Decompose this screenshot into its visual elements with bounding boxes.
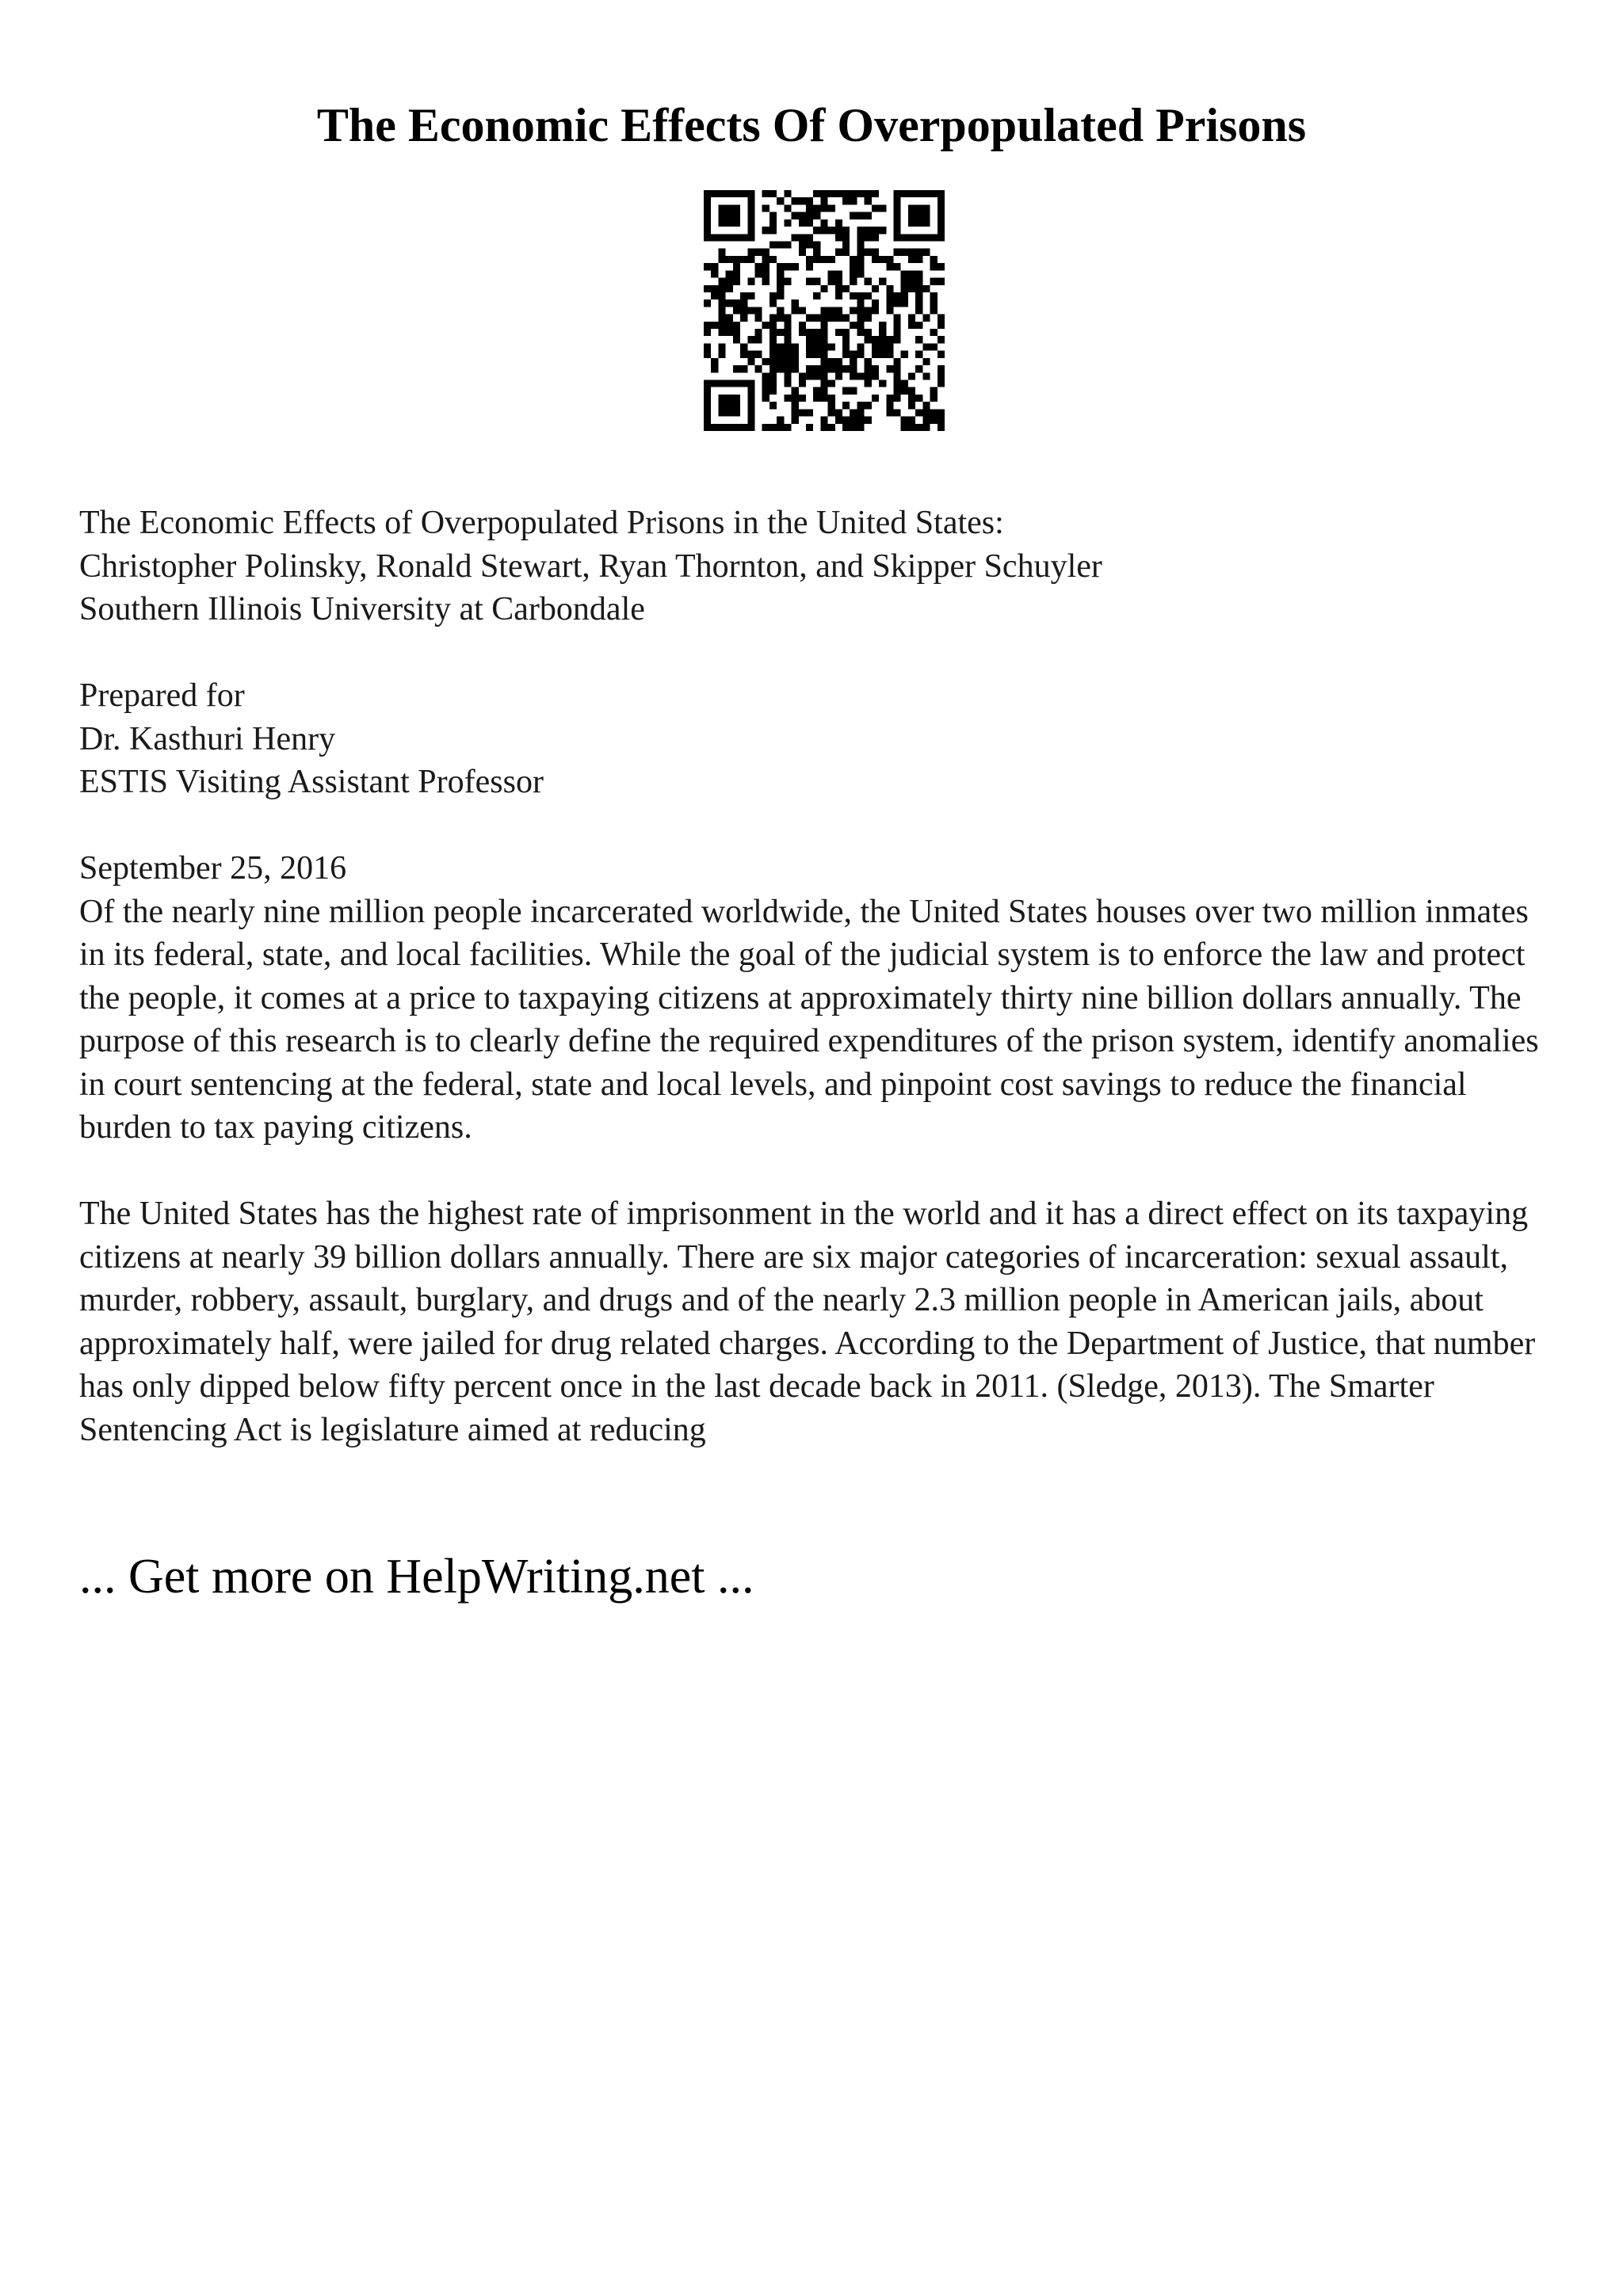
prepared-for-role: ESTIS Visiting Assistant Professor xyxy=(79,764,544,800)
get-more-link[interactable]: ... Get more on HelpWriting.net ... xyxy=(79,1550,754,1604)
prepared-for-label: Prepared for xyxy=(79,677,245,714)
prepared-for-name: Dr. Kasthuri Henry xyxy=(79,720,336,757)
qr-code xyxy=(704,190,945,431)
document-title: The Economic Effects Of Overpopulated Prisons xyxy=(316,99,1307,151)
header-line-authors: Christopher Polinsky, Ronald Stewart, Ryan Thornton, and Skipper Schuyler xyxy=(79,547,1102,585)
body-paragraph-2: The United States has the highest rate of imprisonment in the world and it has a direct effect on its taxpaying citizens at nearly 39 billion dollars annually. There are six major categories of incarceration: sexual assault, murder, robbery, assault, burglary, and drugs and of the nearly 2.3 million people in American jails, about approximately half, were jailed for drug related charges. According to the Department of Justice, that number has only dipped below fifty percent once in the last decade back in 2011. (Sledge, 2013). The Smarter Sentencing Act is legislature aimed at reducing xyxy=(79,1196,1536,1448)
header-line-title: The Economic Effects of Overpopulated Prisons in the United States: xyxy=(79,505,1004,541)
header-line-institution: Southern Illinois University at Carbondale xyxy=(79,591,645,627)
document-body xyxy=(79,502,1553,1451)
qr-code-graphic xyxy=(704,190,945,431)
body-paragraph-1: Of the nearly nine million people incarcerated worldwide, the United States houses over two million inmates in its federal, state, and local facilities. While the goal of the judicial system is to enforce the law and protect the people, it comes at a price to taxpaying citizens at approximately thirty nine billion dollars annually. The purpose of this research is to clearly define the required expenditures of the prison system, identify anomalies in court sentencing at the federal, state and local levels, and pinpoint cost savings to reduce the financial burden to tax paying citizens. xyxy=(79,893,1539,1146)
document-date: September 25, 2016 xyxy=(79,850,347,887)
